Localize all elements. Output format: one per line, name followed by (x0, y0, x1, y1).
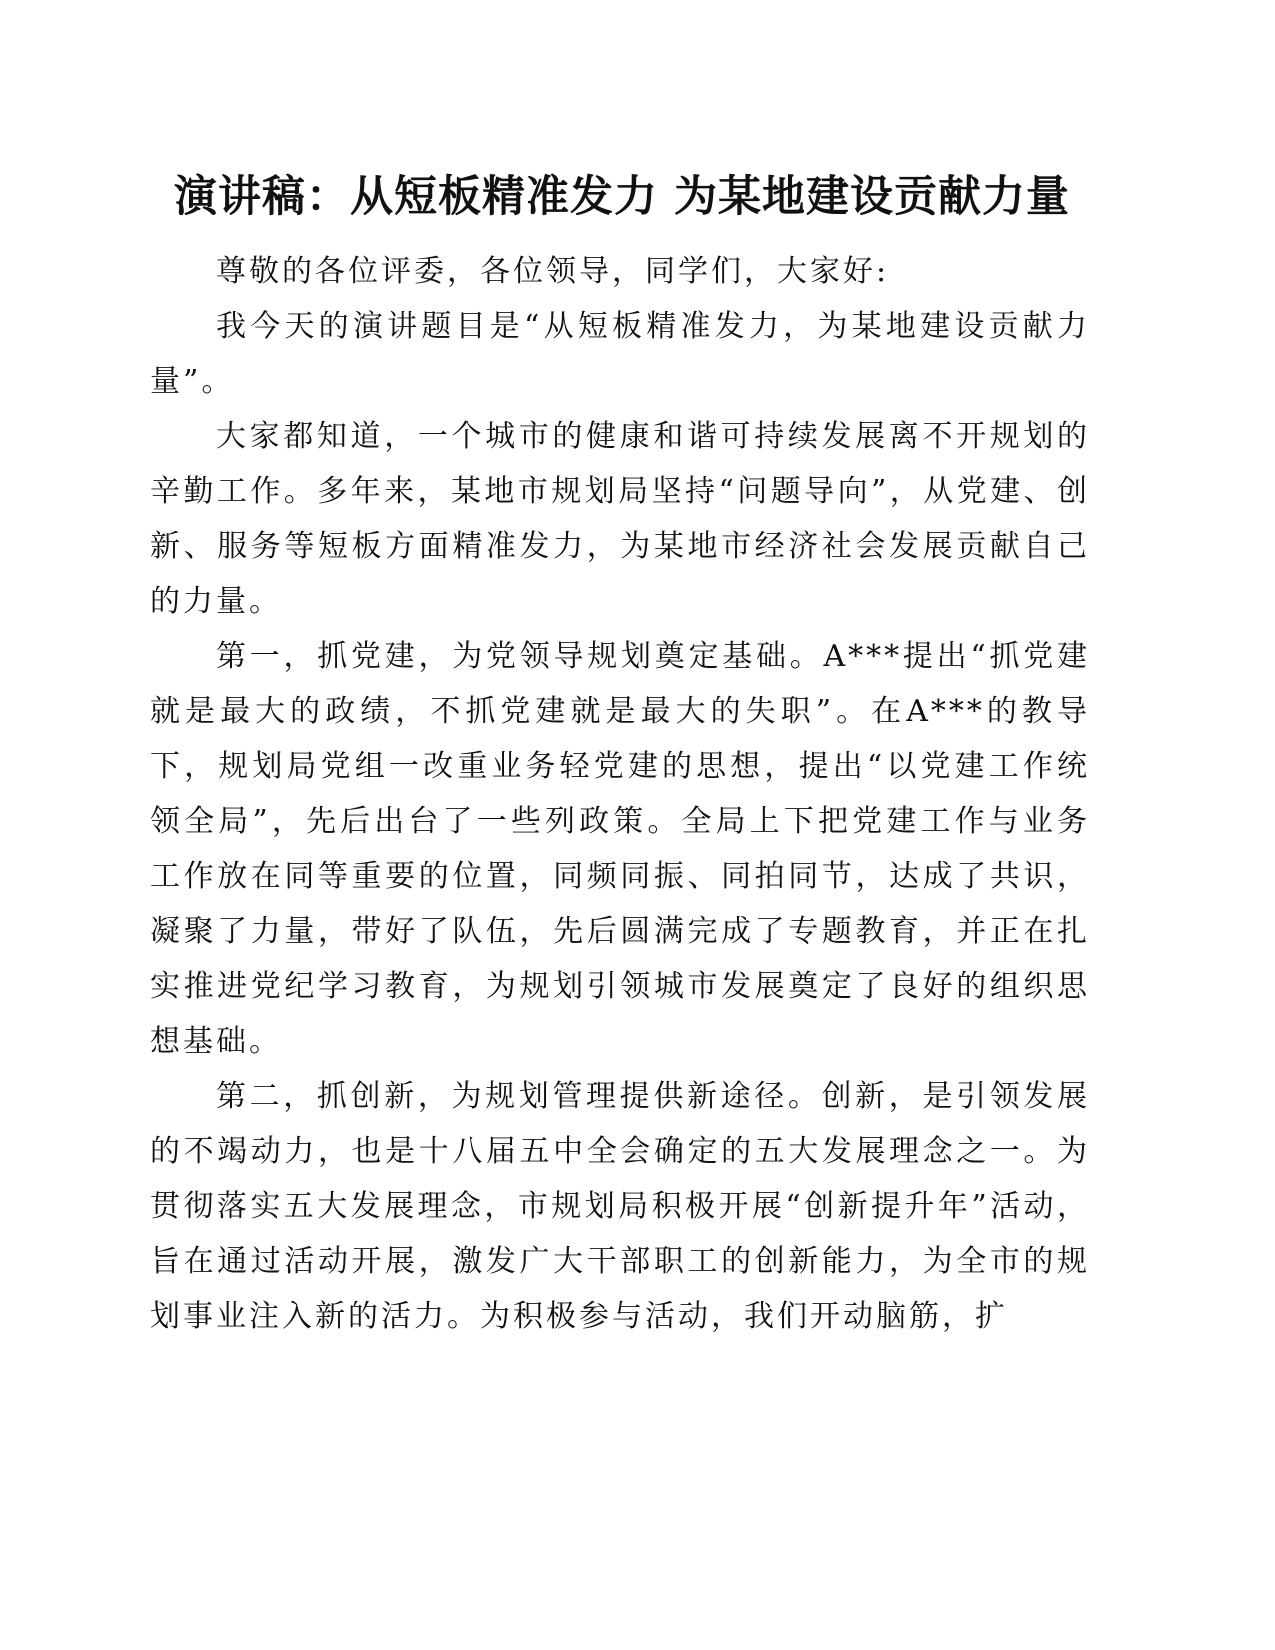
document-page (150, 168, 1090, 1344)
paragraph-greeting: 尊敬的各位评委，各位领导，同学们，大家好: (216, 254, 890, 289)
paragraph-innovation: 第二，抓创新，为规划管理提供新途径。创新，是引领发展的不竭动力，也是十八届五中全会确定的五大发展理念之一。为贯彻落实五大发展理念，市规划局积极开展“创新提升年”活动，旨在通过活动开展，激发广大干部职工的创新能力，为全市的规划事业注入新的活力。为积极参与活动，我们开动脑筋，扩 (150, 1079, 1090, 1334)
paragraph-topic: 我今天的演讲题目是“从短板精准发力，为某地建设贡献力量”。 (150, 309, 1090, 399)
document-body (150, 244, 1090, 1344)
paragraph-intro: 大家都知道，一个城市的健康和谐可持续发展离不开规划的辛勤工作。多年来，某地市规划局坚持“问题导向”，从党建、创新、服务等短板方面精准发力，为某地市经济社会发展贡献自己的力量。 (150, 419, 1090, 619)
document-title: 演讲稿：从短板精准发力 为某地建设贡献力量 (174, 172, 1070, 222)
paragraph-party-building: 第一，抓党建，为党领导规划奠定基础。A***提出“抓党建就是最大的政绩，不抓党建就是最大的失职”。在A***的教导下，规划局党组一改重业务轻党建的思想，提出“以党建工作统领全局”，先后出台了一些列政策。全局上下把党建工作与业务工作放在同等重要的位置，同频同振、同拍同节，达成了共识，凝聚了力量，带好了队伍，先后圆满完成了专题教育，并正在扎实推进党纪学习教育，为规划引领城市发展奠定了良好的组织思想基础。 (150, 639, 1090, 1059)
